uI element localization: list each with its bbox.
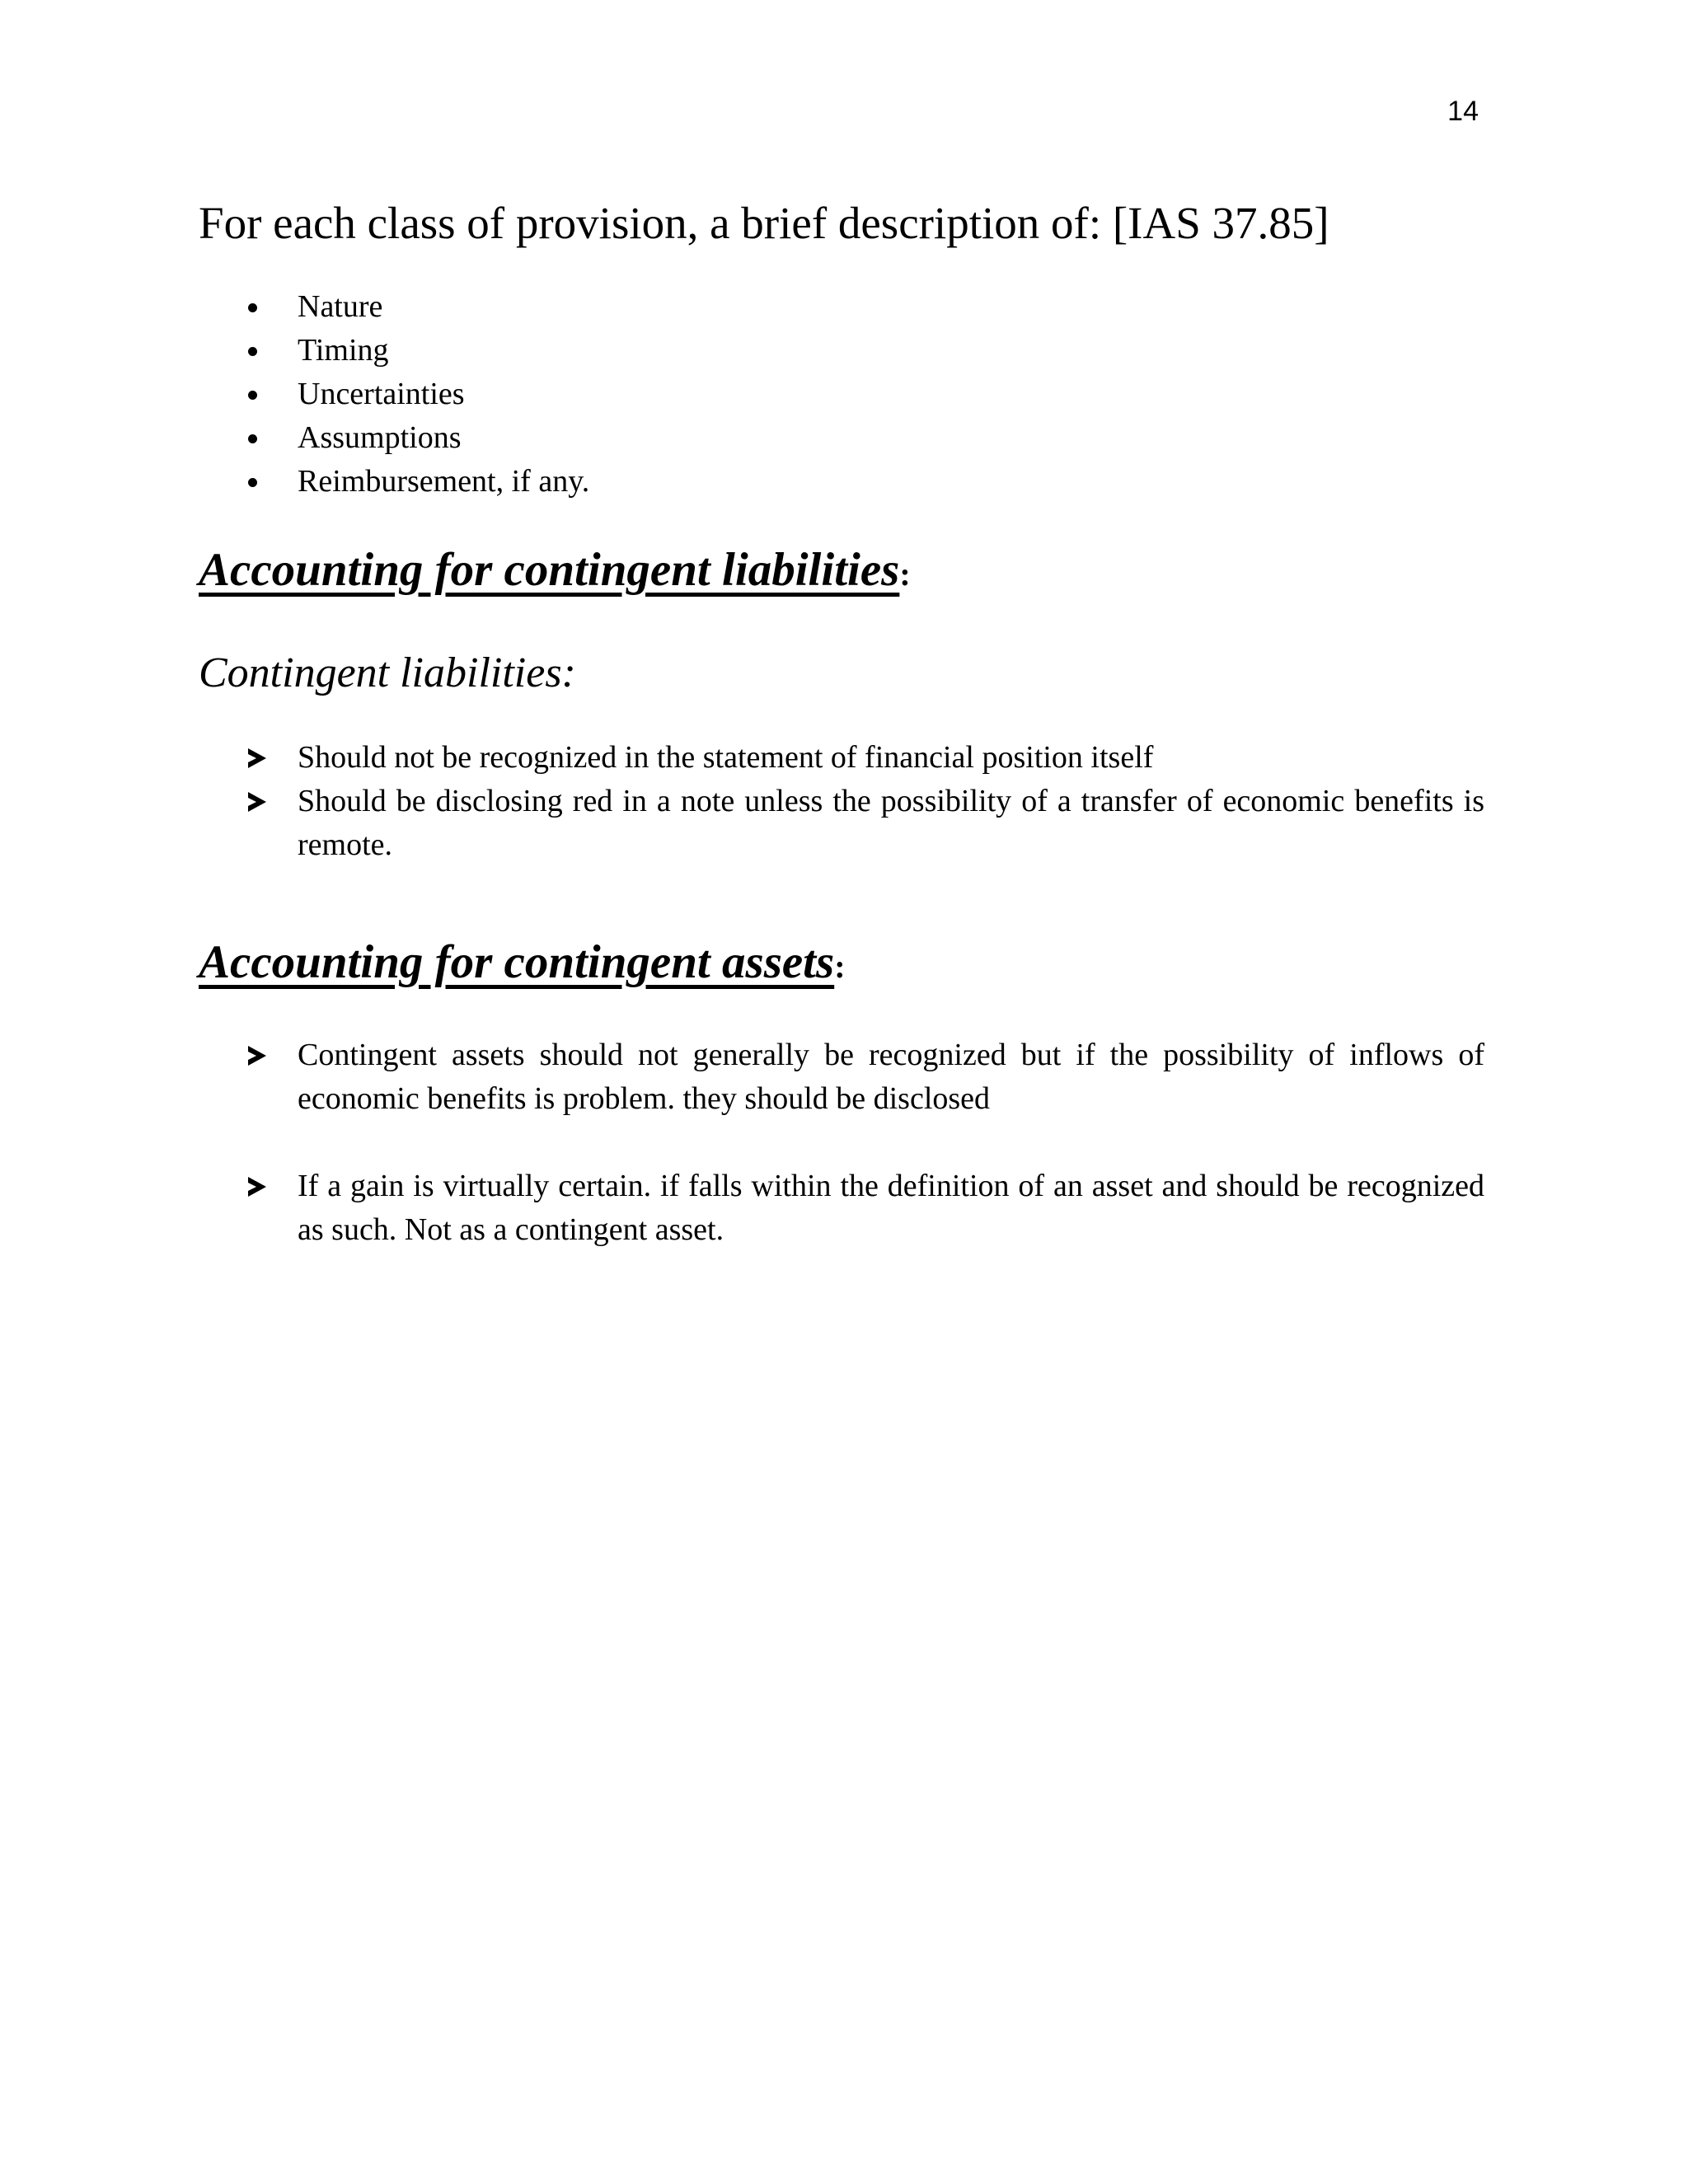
contingent-assets-list	[199, 1033, 1484, 1252]
list-item-text: Nature	[298, 289, 383, 324]
list-item	[199, 1033, 1484, 1121]
intro-text: For each class of provision, a brief description of: [IAS 37.85]	[199, 198, 1329, 248]
bullet-icon	[248, 478, 257, 487]
list-item-text: Timing	[298, 333, 389, 368]
heading-colon: :	[899, 555, 911, 593]
list-item	[199, 373, 1484, 416]
list-item	[199, 285, 1484, 329]
list-item	[199, 780, 1484, 867]
arrow-bullet-icon	[248, 1046, 266, 1066]
list-item-text: Should be disclosing red in a note unless the possibility of a transfer of economic benefits is remote.	[298, 783, 1484, 862]
list-item-text: Should not be recognized in the statement of financial position itself	[298, 739, 1154, 775]
bullet-icon	[248, 347, 257, 356]
bullet-icon	[248, 391, 257, 400]
subheading-contingent-liabilities: Contingent liabilities:	[199, 649, 576, 697]
list-item-text: If a gain is virtually certain. if falls within the definition of an asset and should be recognized as such. Not as a contingent asset.	[298, 1169, 1484, 1248]
list-item-text: Uncertainties	[298, 377, 465, 411]
list-item-text: Assumptions	[298, 420, 462, 455]
page-number: 14	[1447, 96, 1479, 127]
page-content	[199, 196, 1484, 1252]
section-heading-contingent-assets	[199, 935, 1484, 991]
list-item	[199, 736, 1484, 780]
contingent-liabilities-list	[199, 736, 1484, 867]
list-item	[199, 1165, 1484, 1252]
provision-description-list	[199, 285, 1484, 504]
bullet-icon	[248, 434, 257, 443]
bullet-icon	[248, 303, 257, 312]
list-item-text: Contingent assets should not generally be recognized but if the possibility of inflows of economic benefits is problem. they should be disclosed	[298, 1038, 1484, 1117]
list-item	[199, 329, 1484, 373]
list-item-text: Reimbursement, if any.	[298, 464, 590, 499]
heading-colon: :	[834, 947, 846, 985]
list-item	[199, 416, 1484, 460]
list-item	[199, 460, 1484, 504]
arrow-bullet-icon	[248, 748, 266, 768]
section-heading-text: Accounting for contingent assets	[199, 935, 835, 988]
arrow-bullet-icon	[248, 792, 266, 812]
section-heading-text: Accounting for contingent liabilities	[199, 544, 900, 596]
section-heading-contingent-liabilities	[199, 542, 1484, 598]
arrow-bullet-icon	[248, 1177, 266, 1197]
